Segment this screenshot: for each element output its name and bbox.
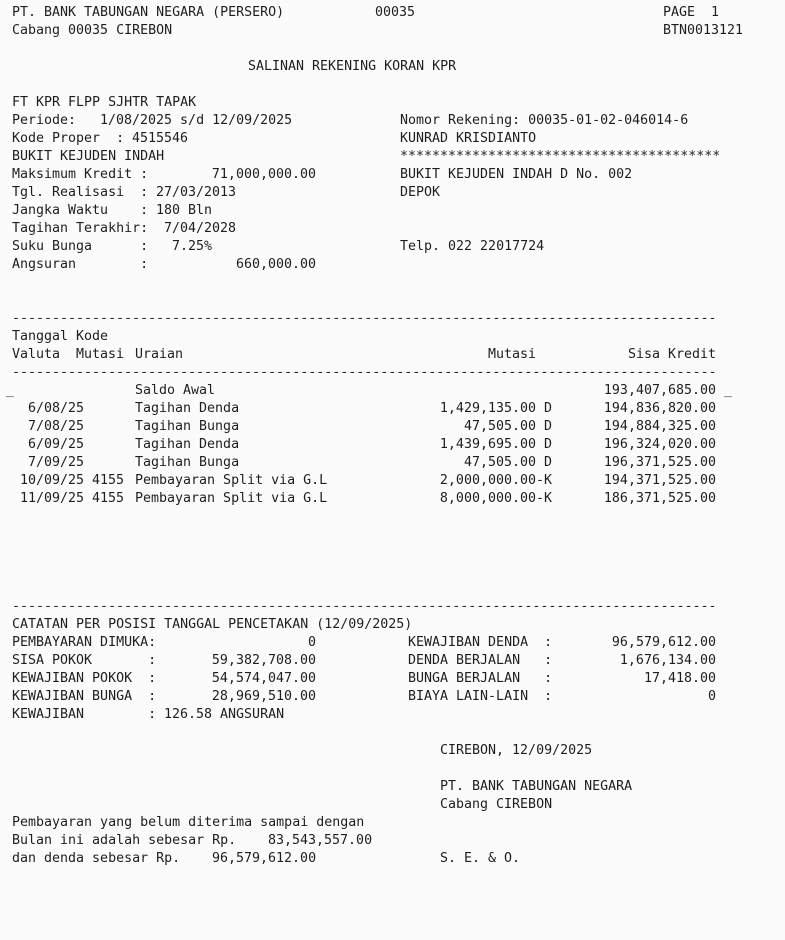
bunga-berjalan-label: BUNGA BERJALAN : xyxy=(408,671,553,686)
tx-date: 11/09/25 xyxy=(20,491,85,506)
tx-mutasi: 1,429,135.00 D xyxy=(439,401,552,416)
tx-sisa-kredit: 194,836,820.00 xyxy=(603,401,716,416)
col-header-sisa-kredit: Sisa Kredit xyxy=(627,347,716,362)
tx-mutasi: 1,439,695.00 D xyxy=(439,437,552,452)
divider: ---------------------------------------------------------------------------------------- xyxy=(12,599,717,614)
divider: ---------------------------------------------------------------------------------------- xyxy=(12,365,717,380)
page-label: PAGE 1 xyxy=(663,5,720,20)
project-line xyxy=(0,148,785,166)
product-name: FT KPR FLPP SJHTR TAPAK xyxy=(12,95,197,110)
table-header-line-1 xyxy=(0,328,785,346)
kewajiban-denda-label: KEWAJIBAN DENDA : xyxy=(408,635,553,650)
footer-note-3-label: dan denda sebesar Rp. xyxy=(12,851,181,866)
saldo-awal-label: Saldo Awal xyxy=(135,383,216,398)
blank-line xyxy=(0,508,785,526)
divider-line xyxy=(0,598,785,616)
catatan-row xyxy=(0,670,785,688)
kewajiban-pokok-value: 54,574,047.00 xyxy=(211,671,316,686)
jangka-waktu-label: Jangka Waktu : xyxy=(12,203,149,218)
table-row xyxy=(0,490,785,508)
customer-address: BUKIT KEJUDEN INDAH D No. 002 xyxy=(400,167,633,182)
table-row xyxy=(0,400,785,418)
product-line xyxy=(0,94,785,112)
kewajiban-label: KEWAJIBAN : xyxy=(12,707,157,722)
kewajiban-bunga-value: 28,969,510.00 xyxy=(211,689,316,704)
tx-uraian: Tagihan Denda xyxy=(135,401,240,416)
tx-mutasi: 47,505.00 D xyxy=(463,455,552,470)
cursor-mark-right: _ xyxy=(724,383,733,398)
blank-line xyxy=(0,526,785,544)
kewajiban-denda-value: 96,579,612.00 xyxy=(611,635,716,650)
divider-line xyxy=(0,310,785,328)
table-row xyxy=(0,418,785,436)
table-row xyxy=(0,436,785,454)
col-header-mutasi-kode: Mutasi xyxy=(76,347,125,362)
city-date-line xyxy=(0,742,785,760)
catatan-title: CATATAN PER POSISI TANGGAL PENCETAKAN (12/09/2025) xyxy=(12,617,413,632)
footer-note-1: Pembayaran yang belum diterima sampai dengan xyxy=(12,815,365,830)
denda-berjalan-label: DENDA BERJALAN : xyxy=(408,653,553,668)
report-code: BTN0013121 xyxy=(663,23,744,38)
blank-line xyxy=(0,760,785,778)
periode-value: 1/08/2025 s/d 12/09/2025 xyxy=(100,113,293,128)
col-header-uraian: Uraian xyxy=(135,347,184,362)
tgl-realisasi-label: Tgl. Realisasi : xyxy=(12,185,149,200)
col-header-tanggal: Tanggal xyxy=(12,329,69,344)
project-name: BUKIT KEJUDEN INDAH xyxy=(12,149,165,164)
realisasi-line xyxy=(0,184,785,202)
angsuran-line xyxy=(0,256,785,274)
signature-bank: PT. BANK TABUNGAN NEGARA xyxy=(440,779,633,794)
sisa-pokok-value: 59,382,708.00 xyxy=(211,653,316,668)
bunga-berjalan-value: 17,418.00 xyxy=(643,671,716,686)
catatan-row xyxy=(0,634,785,652)
kewajiban-bunga-label: KEWAJIBAN BUNGA : xyxy=(12,689,157,704)
divider: ---------------------------------------------------------------------------------------- xyxy=(12,311,717,326)
signature-bank-line xyxy=(0,778,785,796)
blank-line xyxy=(0,274,785,292)
periode-line xyxy=(0,112,785,130)
tx-uraian: Tagihan Denda xyxy=(135,437,240,452)
header-line-2 xyxy=(0,22,785,40)
tx-sisa-kredit: 186,371,525.00 xyxy=(603,491,716,506)
nomor-rekening: Nomor Rekening: 00035-01-02-046014-6 xyxy=(400,113,689,128)
cursor-mark-left: _ xyxy=(6,383,15,398)
bank-name: PT. BANK TABUNGAN NEGARA (PERSERO) xyxy=(12,5,285,20)
footer-note-2-label: Bulan ini adalah sebesar Rp. xyxy=(12,833,237,848)
footer-note-line-1 xyxy=(0,814,785,832)
kewajiban-pokok-label: KEWAJIBAN POKOK : xyxy=(12,671,157,686)
tx-sisa-kredit: 196,371,525.00 xyxy=(603,455,716,470)
pembayaran-dimuka-label: PEMBAYARAN DIMUKA: xyxy=(12,635,157,650)
branch-code: 00035 xyxy=(375,5,416,20)
tx-date: 6/08/25 xyxy=(27,401,84,416)
footer-note-line-3 xyxy=(0,850,785,868)
tx-mutasi: 2,000,000.00-K xyxy=(439,473,552,488)
tx-mutasi: 47,505.00 D xyxy=(463,419,552,434)
suku-bunga-line xyxy=(0,238,785,256)
col-header-mutasi: Mutasi xyxy=(487,347,536,362)
suku-bunga-label: Suku Bunga : xyxy=(12,239,149,254)
tagihan-terakhir-label: Tagihan Terakhir: xyxy=(12,221,149,236)
kode-proper-line xyxy=(0,130,785,148)
telp: Telp. 022 22017724 xyxy=(400,239,545,254)
tx-uraian: Tagihan Bunga xyxy=(135,419,240,434)
kewajiban-angsuran-line xyxy=(0,706,785,724)
branch-name: Cabang 00035 CIREBON xyxy=(12,23,173,38)
customer-city: DEPOK xyxy=(400,185,441,200)
blank-line xyxy=(0,544,785,562)
blank-line xyxy=(0,580,785,598)
col-header-valuta: Valuta xyxy=(12,347,61,362)
blank-line xyxy=(0,292,785,310)
periode-label: Periode: xyxy=(12,113,77,128)
divider-line xyxy=(0,364,785,382)
signature-cabang-line xyxy=(0,796,785,814)
city-date: CIREBON, 12/09/2025 xyxy=(440,743,593,758)
tx-date: 7/08/25 xyxy=(27,419,84,434)
table-row xyxy=(0,454,785,472)
tx-sisa-kredit: 194,884,325.00 xyxy=(603,419,716,434)
tx-uraian: Pembayaran Split via G.L xyxy=(135,473,328,488)
biaya-lain-value: 0 xyxy=(707,689,716,704)
tagihan-line xyxy=(0,220,785,238)
saldo-awal-row xyxy=(0,382,785,400)
tx-kode: 4155 xyxy=(92,473,125,488)
customer-name: KUNRAD KRISDIANTO xyxy=(400,131,537,146)
footer-note-2-value: 83,543,557.00 xyxy=(268,833,373,848)
jangka-waktu-value: 180 Bln xyxy=(156,203,213,218)
table-header-line-2 xyxy=(0,346,785,364)
tx-date: 6/09/25 xyxy=(27,437,84,452)
maksimum-line xyxy=(0,166,785,184)
table-row xyxy=(0,472,785,490)
blank-line xyxy=(0,724,785,742)
kode-proper-label: Kode Proper : xyxy=(12,131,125,146)
blank-line xyxy=(0,40,785,58)
tagihan-terakhir-value: 7/04/2028 xyxy=(164,221,237,236)
jangka-line xyxy=(0,202,785,220)
report-title: SALINAN REKENING KORAN KPR xyxy=(248,59,457,74)
footer-note-3-value: 96,579,612.00 xyxy=(212,851,317,866)
maksimum-kredit-value: 71,000,000.00 xyxy=(211,167,316,182)
angsuran-value: 660,000.00 xyxy=(235,257,316,272)
tx-sisa-kredit: 194,371,525.00 xyxy=(603,473,716,488)
tx-sisa-kredit: 196,324,020.00 xyxy=(603,437,716,452)
tgl-realisasi-value: 27/03/2013 xyxy=(156,185,237,200)
angsuran-label: Angsuran : xyxy=(12,257,149,272)
signature-cabang: Cabang CIREBON xyxy=(440,797,553,812)
col-header-kode: Kode xyxy=(76,329,109,344)
header-line-1 xyxy=(0,4,785,22)
saldo-awal-value: 193,407,685.00 xyxy=(603,383,716,398)
suku-bunga-value: 7.25% xyxy=(172,239,213,254)
tx-kode: 4155 xyxy=(92,491,125,506)
tx-date: 7/09/25 xyxy=(27,455,84,470)
title-line xyxy=(0,58,785,76)
footer-note-line-2 xyxy=(0,832,785,850)
tx-mutasi: 8,000,000.00-K xyxy=(439,491,552,506)
catatan-row xyxy=(0,652,785,670)
tx-date: 10/09/25 xyxy=(20,473,85,488)
pembayaran-dimuka-value: 0 xyxy=(307,635,316,650)
tx-uraian: Tagihan Bunga xyxy=(135,455,240,470)
sisa-pokok-label: SISA POKOK : xyxy=(12,653,157,668)
blank-line xyxy=(0,562,785,580)
catatan-title-line xyxy=(0,616,785,634)
kode-proper-value: 4515546 xyxy=(132,131,189,146)
stars-separator: **************************************** xyxy=(400,149,721,164)
kewajiban-value: 126.58 ANGSURAN xyxy=(164,707,285,722)
biaya-lain-label: BIAYA LAIN-LAIN : xyxy=(408,689,553,704)
denda-berjalan-value: 1,676,134.00 xyxy=(619,653,716,668)
maksimum-kredit-label: Maksimum Kredit : xyxy=(12,167,149,182)
tx-uraian: Pembayaran Split via G.L xyxy=(135,491,328,506)
catatan-row xyxy=(0,688,785,706)
blank-line xyxy=(0,76,785,94)
seo-mark: S. E. & O. xyxy=(440,851,521,866)
